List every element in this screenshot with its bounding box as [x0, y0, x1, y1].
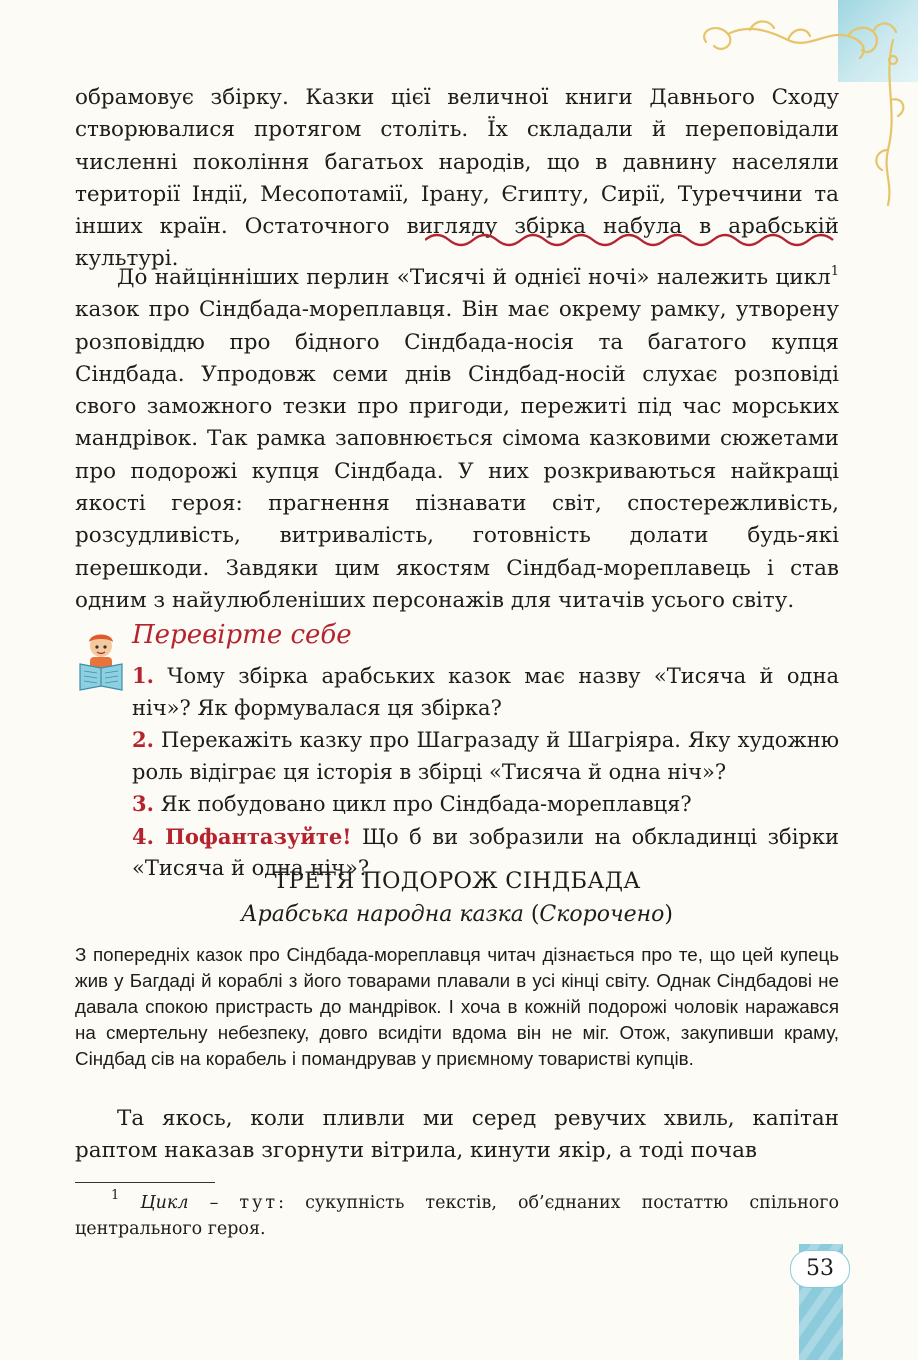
story-subtitle — [75, 902, 839, 927]
question-item — [132, 788, 839, 821]
question-item — [132, 724, 839, 788]
footnote-spaced-word: тут — [239, 1193, 279, 1213]
check-yourself-heading: Перевірте себе — [132, 620, 352, 650]
question-text: Що б ви зобразили на обкладинці збірки «Тисяча й одна ніч»? — [132, 824, 839, 880]
footnote-definition: : сукупність текстів, об’єднаних постаттю спільного центрального героя. — [75, 1193, 839, 1239]
story-intro: З попередніх казок про Сіндбада-мореплавця читач дізнається про те, що цей купець жив у Багдаді й кораблі з його товарами плавали в усі кінці світу. Однак Сіндбадові не давала спокою пристрасть до мандрівок. І хоча в кожній подорожі чоловік наражався на смертельну небезпеку, довго всидіти вдома він не міг. Отож, закупивши краму, Сіндбад сів на корабель і помандрував у приємному товаристві купців. — [75, 944, 839, 1069]
paragraph-text-start: До найцінніших перлин «Тисячі й однієї ночі» належить цикл — [117, 265, 831, 290]
paragraph-sindbad-cycle — [75, 262, 839, 617]
footnote-marker: 1 — [111, 1188, 120, 1203]
question-text: Як побудовано цикл про Сіндбада-мореплавця? — [153, 792, 692, 816]
genre-label: Арабська народна казка — [241, 902, 524, 927]
question-number: 3. — [132, 791, 154, 816]
boy-reading-book-icon — [78, 630, 124, 692]
wave-divider-icon — [425, 230, 837, 250]
paren-close: ) — [664, 902, 673, 927]
paren-open: ( — [523, 902, 540, 927]
paragraph-frame-collection: обрамовує збірку. Казки цієї величної книги Давнього Сходу створювалися протягом століть. Їх складали й переповідали численні покоління багатьох народів, що в давнину населяли території Індії, Месопотамії, Ірану, Єгипту, Сирії, Туреччини та інших країн. Остаточного вигляду збірка набула в арабській культурі. — [75, 85, 839, 272]
story-paragraph: Та якось, коли пливли ми серед ревучих хвиль, капітан раптом наказав згорнути вітрила, кинути якір, а тоді почав — [75, 1106, 839, 1164]
question-text: Перекажіть казку про Шагразаду й Шагріяра. Яку художню роль відіграє ця історія в збірці «Тисяча й одна ніч»? — [132, 728, 839, 784]
footnote-divider — [75, 1182, 215, 1183]
question-highlight: Пофантазуйте! — [153, 823, 352, 849]
story-title: ТРЕТЯ ПОДОРОЖ СІНДБАДА — [273, 868, 641, 894]
abridged-label: Скорочено — [539, 902, 665, 927]
question-item — [132, 660, 839, 724]
question-number: 4. — [132, 823, 154, 849]
question-text: Чому збірка арабських казок має назву «Тисяча й одна ніч»? Як формувалася ця збірка? — [132, 664, 839, 720]
footnote-term: Цикл — [140, 1193, 189, 1213]
paragraph-text-end: казок про Сіндбада-мореплавця. Він має окрему рамку, утворену розповіддю про бідного Сіндбада-носія та багатого купця Сіндбада. Упродовж семи днів Сіндбад-носій слухає розповіді свого заможного тезки про пригоди, пережиті під час морських мандрівок. Так рамка заповнюється сімома казковими сюжетами про подорожі купця Сіндбада. У них розкриваються найкращі якості героя: прагнення пізнавати світ, спостережливість, розсудливість, витривалість, готовність долати будь-які перешкоди. Завдяки цим якостям Сіндбад-мореплавець і став одним з найулюбленіших персонажів для читачів усього світу. — [75, 297, 839, 613]
page-number: 53 — [790, 1250, 850, 1288]
questions-list — [132, 660, 839, 885]
footnote — [75, 1190, 839, 1242]
footnote-dash: – — [188, 1193, 240, 1213]
footnote-reference[interactable]: 1 — [830, 264, 839, 279]
question-number: 1. — [132, 663, 154, 688]
question-number: 2. — [132, 727, 154, 752]
